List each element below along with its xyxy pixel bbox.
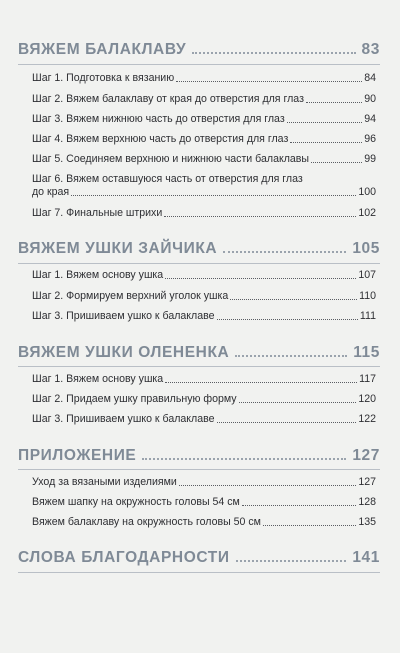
entry-title-line2: до края (32, 186, 70, 198)
toc-section-heading[interactable] (18, 549, 380, 567)
dot-leader (179, 485, 357, 486)
entry-page-number: 107 (358, 269, 376, 281)
dot-leader (176, 81, 362, 82)
dot-leader (165, 278, 356, 279)
section-page-number: 127 (352, 447, 380, 464)
dot-leader (165, 382, 357, 383)
entry-page-number: 128 (358, 496, 376, 508)
entry-page-number: 122 (358, 413, 376, 425)
toc-entry[interactable] (32, 93, 376, 106)
entry-page-number: 96 (364, 133, 376, 145)
dot-leader (217, 422, 357, 423)
entry-title: Вяжем шапку на окружность головы 54 см (32, 496, 240, 508)
dot-leader (230, 299, 357, 300)
entry-page-number: 100 (358, 186, 376, 198)
toc-entry[interactable] (32, 153, 376, 166)
toc-entry[interactable] (32, 173, 376, 201)
dot-leader (306, 102, 362, 103)
toc-entry[interactable] (32, 310, 376, 323)
toc-entry[interactable] (32, 476, 376, 489)
entry-page-number: 102 (358, 207, 376, 219)
toc-entry[interactable] (32, 413, 376, 426)
dot-leader (142, 458, 346, 460)
entry-page-number: 135 (358, 516, 376, 528)
toc-entry[interactable] (32, 516, 376, 529)
toc-entry[interactable] (32, 373, 376, 386)
entry-title: Шаг 2. Придаем ушку правильную форму (32, 393, 237, 405)
entry-title: Шаг 1. Вяжем основу ушка (32, 269, 164, 281)
toc-entry[interactable] (32, 269, 376, 282)
toc-section-heading[interactable] (18, 447, 380, 465)
entry-page-number: 84 (364, 72, 376, 84)
section-page-number: 115 (353, 344, 380, 361)
section-divider (18, 572, 380, 573)
section-title: ВЯЖЕМ БАЛАКЛАВУ (18, 41, 187, 58)
entry-page-number: 90 (364, 93, 376, 105)
entry-page-number: 127 (358, 476, 376, 488)
entry-page-number: 117 (359, 373, 376, 385)
dot-leader (236, 560, 347, 562)
toc-section-heading[interactable] (18, 240, 380, 258)
entry-title: Шаг 7. Финальные штрихи (32, 207, 163, 219)
entry-page-number: 110 (359, 290, 376, 302)
section-page-number: 83 (361, 41, 380, 58)
dot-leader (192, 52, 355, 54)
dot-leader (235, 355, 347, 357)
section-divider (18, 263, 380, 264)
entry-title: Вяжем балаклаву на окружность головы 50 см (32, 516, 261, 528)
toc-entry[interactable] (32, 207, 376, 220)
toc-entry[interactable] (32, 113, 376, 126)
entry-title: Шаг 3. Пришиваем ушко к балаклаве (32, 310, 215, 322)
section-title: ВЯЖЕМ УШКИ ОЛЕНЕНКА (18, 344, 230, 361)
entry-title-line1: Шаг 6. Вяжем оставшуюся часть от отверстия для глаз (32, 173, 303, 185)
entry-page-number: 111 (359, 310, 376, 322)
section-title: ВЯЖЕМ УШКИ ЗАЙЧИКА (18, 240, 218, 257)
entry-title: Шаг 1. Подготовка к вязанию (32, 72, 175, 84)
entry-title: Шаг 2. Формируем верхний уголок ушка (32, 290, 229, 302)
section-title: ПРИЛОЖЕНИЕ (18, 447, 137, 464)
toc-entry[interactable] (32, 393, 376, 406)
dot-leader (263, 525, 356, 526)
entry-title: Шаг 2. Вяжем балаклаву от края до отверстия для глаз (32, 93, 304, 105)
dot-leader (311, 162, 362, 163)
toc-entry[interactable] (32, 290, 376, 303)
toc-entry[interactable] (32, 496, 376, 509)
section-page-number: 105 (352, 240, 380, 257)
toc-entry[interactable] (32, 133, 376, 146)
dot-leader (242, 505, 356, 506)
dot-leader (287, 122, 363, 123)
toc-section-heading[interactable] (18, 41, 380, 59)
entry-page-number: 120 (358, 393, 376, 405)
dot-leader (290, 142, 362, 143)
entry-title: Шаг 3. Вяжем нижнюю часть до отверстия для глаз (32, 113, 285, 125)
dot-leader (239, 402, 357, 403)
entry-page-number: 94 (364, 113, 376, 125)
dot-leader (164, 216, 356, 217)
section-page-number: 141 (352, 549, 380, 566)
entry-title: Шаг 3. Пришиваем ушко к балаклаве (32, 413, 215, 425)
dot-leader (71, 195, 356, 196)
entry-title: Шаг 1. Вяжем основу ушка (32, 373, 164, 385)
section-divider (18, 469, 380, 470)
entry-page-number: 99 (364, 153, 376, 165)
section-divider (18, 366, 380, 367)
toc-section-heading[interactable] (18, 344, 380, 362)
section-title: СЛОВА БЛАГОДАРНОСТИ (18, 549, 230, 566)
dot-leader (223, 251, 346, 253)
entry-title: Шаг 4. Вяжем верхнюю часть до отверстия для глаз (32, 133, 289, 145)
dot-leader (217, 319, 358, 320)
section-divider (18, 64, 380, 65)
toc-entry[interactable] (32, 72, 376, 85)
entry-title: Шаг 5. Соединяем верхнюю и нижнюю части балаклавы (32, 153, 310, 165)
entry-title: Уход за вязаными изделиями (32, 476, 177, 488)
